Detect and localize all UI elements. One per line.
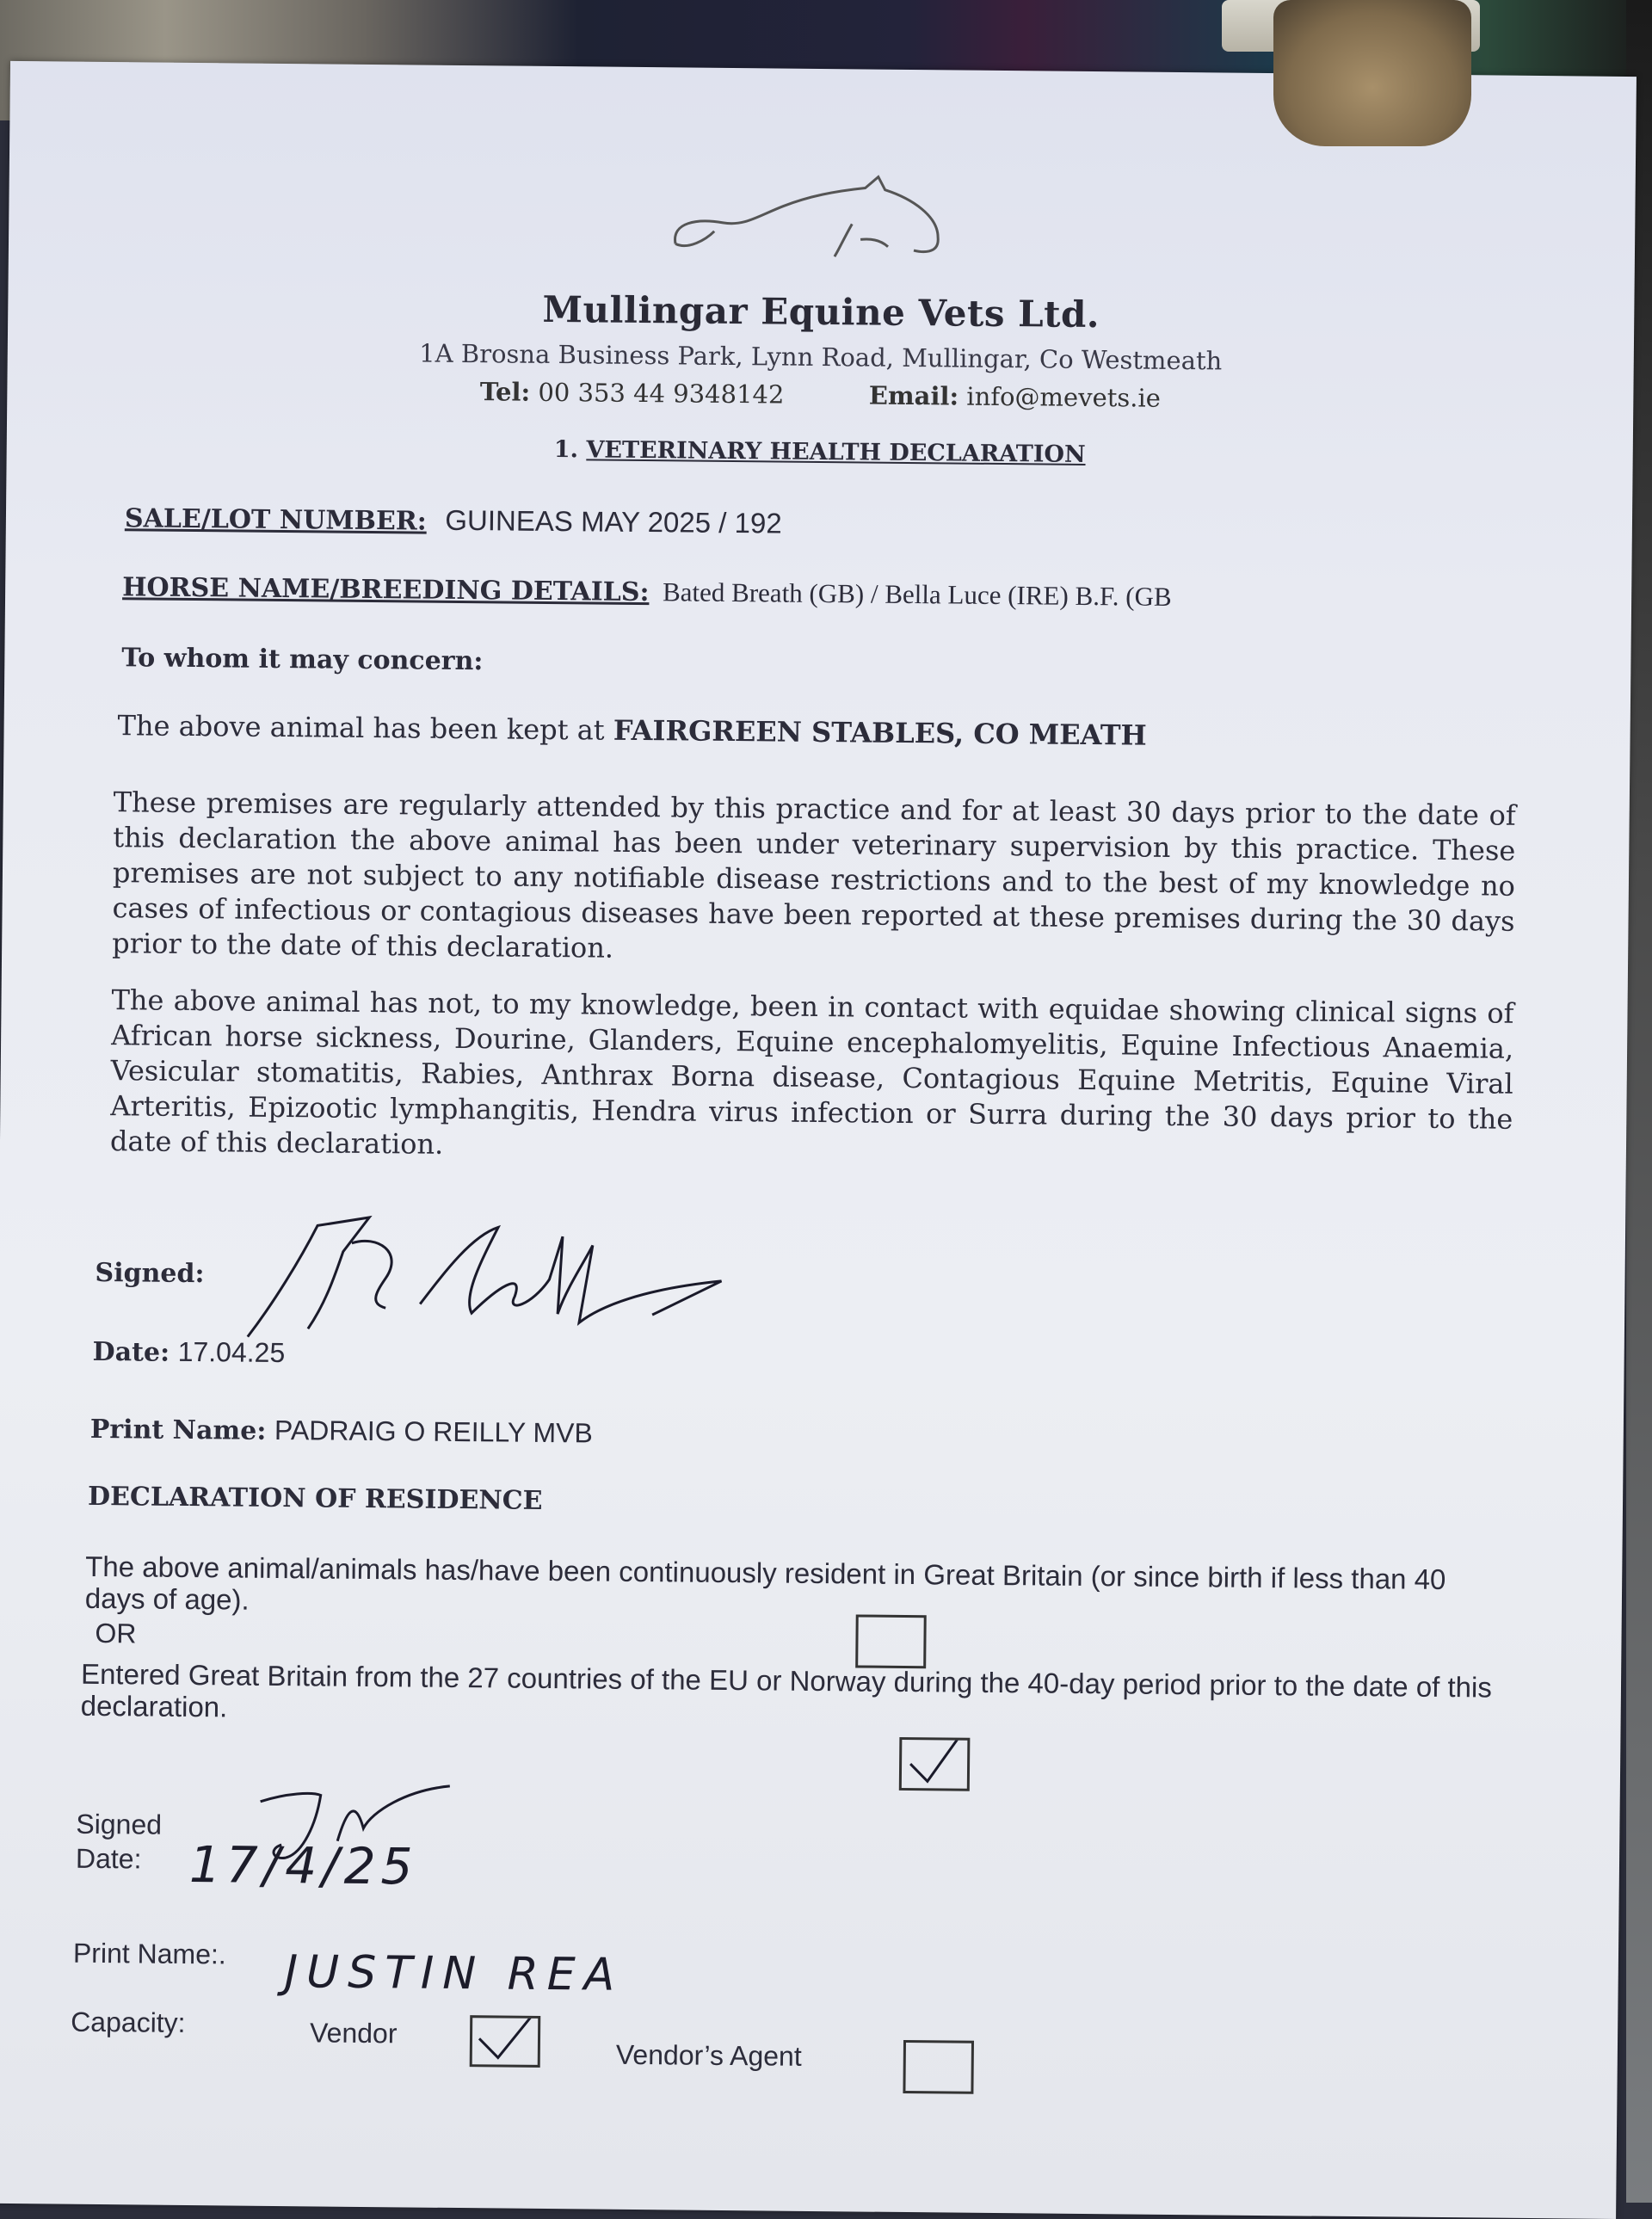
owner-print-value: JUSTIN REA bbox=[284, 1946, 624, 2001]
company-address: 1A Brosna Business Park, Lynn Road, Mullingar, Co Westmeath bbox=[419, 338, 1223, 376]
vendor-agent-checkbox[interactable] bbox=[903, 2040, 974, 2094]
company-name: Mullingar Equine Vets Ltd. bbox=[542, 287, 1100, 336]
residence-or: OR bbox=[95, 1617, 137, 1649]
residence-option-1: The above animal/animals has/have been continuously resident in Great Britain (or since birth if less than 40 days of age). bbox=[84, 1550, 1446, 1616]
horse-logo-icon bbox=[663, 170, 956, 268]
vet-signature-image bbox=[239, 1208, 757, 1351]
residence-option-2-checkbox[interactable] bbox=[899, 1737, 971, 1791]
horse-value: Bated Breath (GB) / Bella Luce (IRE) B.F. (GB bbox=[662, 576, 1172, 612]
section-title bbox=[7, 431, 1633, 473]
vet-print-row bbox=[90, 1413, 593, 1450]
tel-value: 00 353 44 9348142 bbox=[538, 377, 785, 410]
capacity-label: Capacity: bbox=[70, 2006, 186, 2038]
check-icon bbox=[902, 1740, 968, 1789]
contact-paragraph: The above animal has not, to my knowledge, been in contact with equidae showing clinical signs of African horse sickness, Dourine, Glanders, Equine encephalomyelitis, Equine Infectious Anaemia, Vesicular stomatitis, Rabies, Anthrax Borna disease, Contagious Equine Metritis, Equine Viral Arteritis, Epizootic lymphangitis, Hendra virus infection or Surra during the 30 days prior to the date of this declaration. bbox=[109, 983, 1514, 1161]
horse-row bbox=[122, 571, 1172, 613]
vendor-agent-label: Vendor’s Agent bbox=[615, 2038, 802, 2072]
residence-option-1-checkbox[interactable] bbox=[855, 1614, 927, 1668]
vet-date-row bbox=[92, 1335, 285, 1369]
salutation: To whom it may concern: bbox=[121, 643, 484, 677]
tel-label: Tel: bbox=[479, 377, 531, 407]
supervision-paragraph: These premises are regularly attended by this practice and for at least 30 days prior to the date of this declaration the above animal has been under veterinary supervision by this practice. These premises are not subject to any notifiable disease restrictions and to the best of my knowledge no cases of infectious or contagious diseases have been reported at these premises during the 30 days prior to the date of this declaration. bbox=[112, 786, 1516, 965]
residence-option-2: Entered Great Britain from the 27 countries of the EU or Norway during the 40-day period prior to the date of this declaration. bbox=[80, 1657, 1493, 1723]
sale-lot-label: SALE/LOT NUMBER: bbox=[124, 503, 427, 537]
paper-clip bbox=[1273, 0, 1471, 146]
vendor-label: Vendor bbox=[309, 2017, 398, 2049]
vendor-checkbox[interactable] bbox=[470, 2015, 541, 2068]
email-label: Email: bbox=[868, 380, 959, 411]
vet-signed-label: Signed: bbox=[95, 1257, 205, 1290]
owner-date-label: Date: bbox=[75, 1842, 142, 1875]
vet-print-value: PADRAIG O REILLY MVB bbox=[274, 1414, 594, 1449]
sale-lot-row bbox=[125, 501, 782, 539]
check-icon bbox=[472, 2018, 539, 2065]
owner-print-label: Print Name:. bbox=[72, 1937, 226, 1970]
section-number: 1. bbox=[553, 436, 579, 464]
kept-at-prefix: The above animal has been kept at bbox=[117, 709, 613, 747]
kept-at-line bbox=[117, 709, 1146, 751]
kept-at-place: FAIRGREEN STABLES, CO MEATH bbox=[613, 713, 1147, 752]
horse-label: HORSE NAME/BREEDING DETAILS: bbox=[122, 572, 650, 608]
residence-heading: DECLARATION OF RESIDENCE bbox=[87, 1481, 543, 1516]
email-value: info@mevets.ie bbox=[966, 381, 1162, 413]
company-contact bbox=[7, 373, 1633, 417]
section-heading: VETERINARY HEALTH DECLARATION bbox=[586, 436, 1086, 468]
vet-print-label: Print Name: bbox=[89, 1414, 267, 1446]
owner-signed-label: Signed bbox=[76, 1808, 163, 1840]
vet-date-label: Date: bbox=[92, 1336, 170, 1368]
sale-lot-value: GUINEAS MAY 2025 / 192 bbox=[445, 503, 782, 539]
vet-date-value: 17.04.25 bbox=[177, 1335, 286, 1369]
owner-date-value: 17/4/25 bbox=[188, 1835, 418, 1896]
document-page bbox=[0, 61, 1637, 2219]
